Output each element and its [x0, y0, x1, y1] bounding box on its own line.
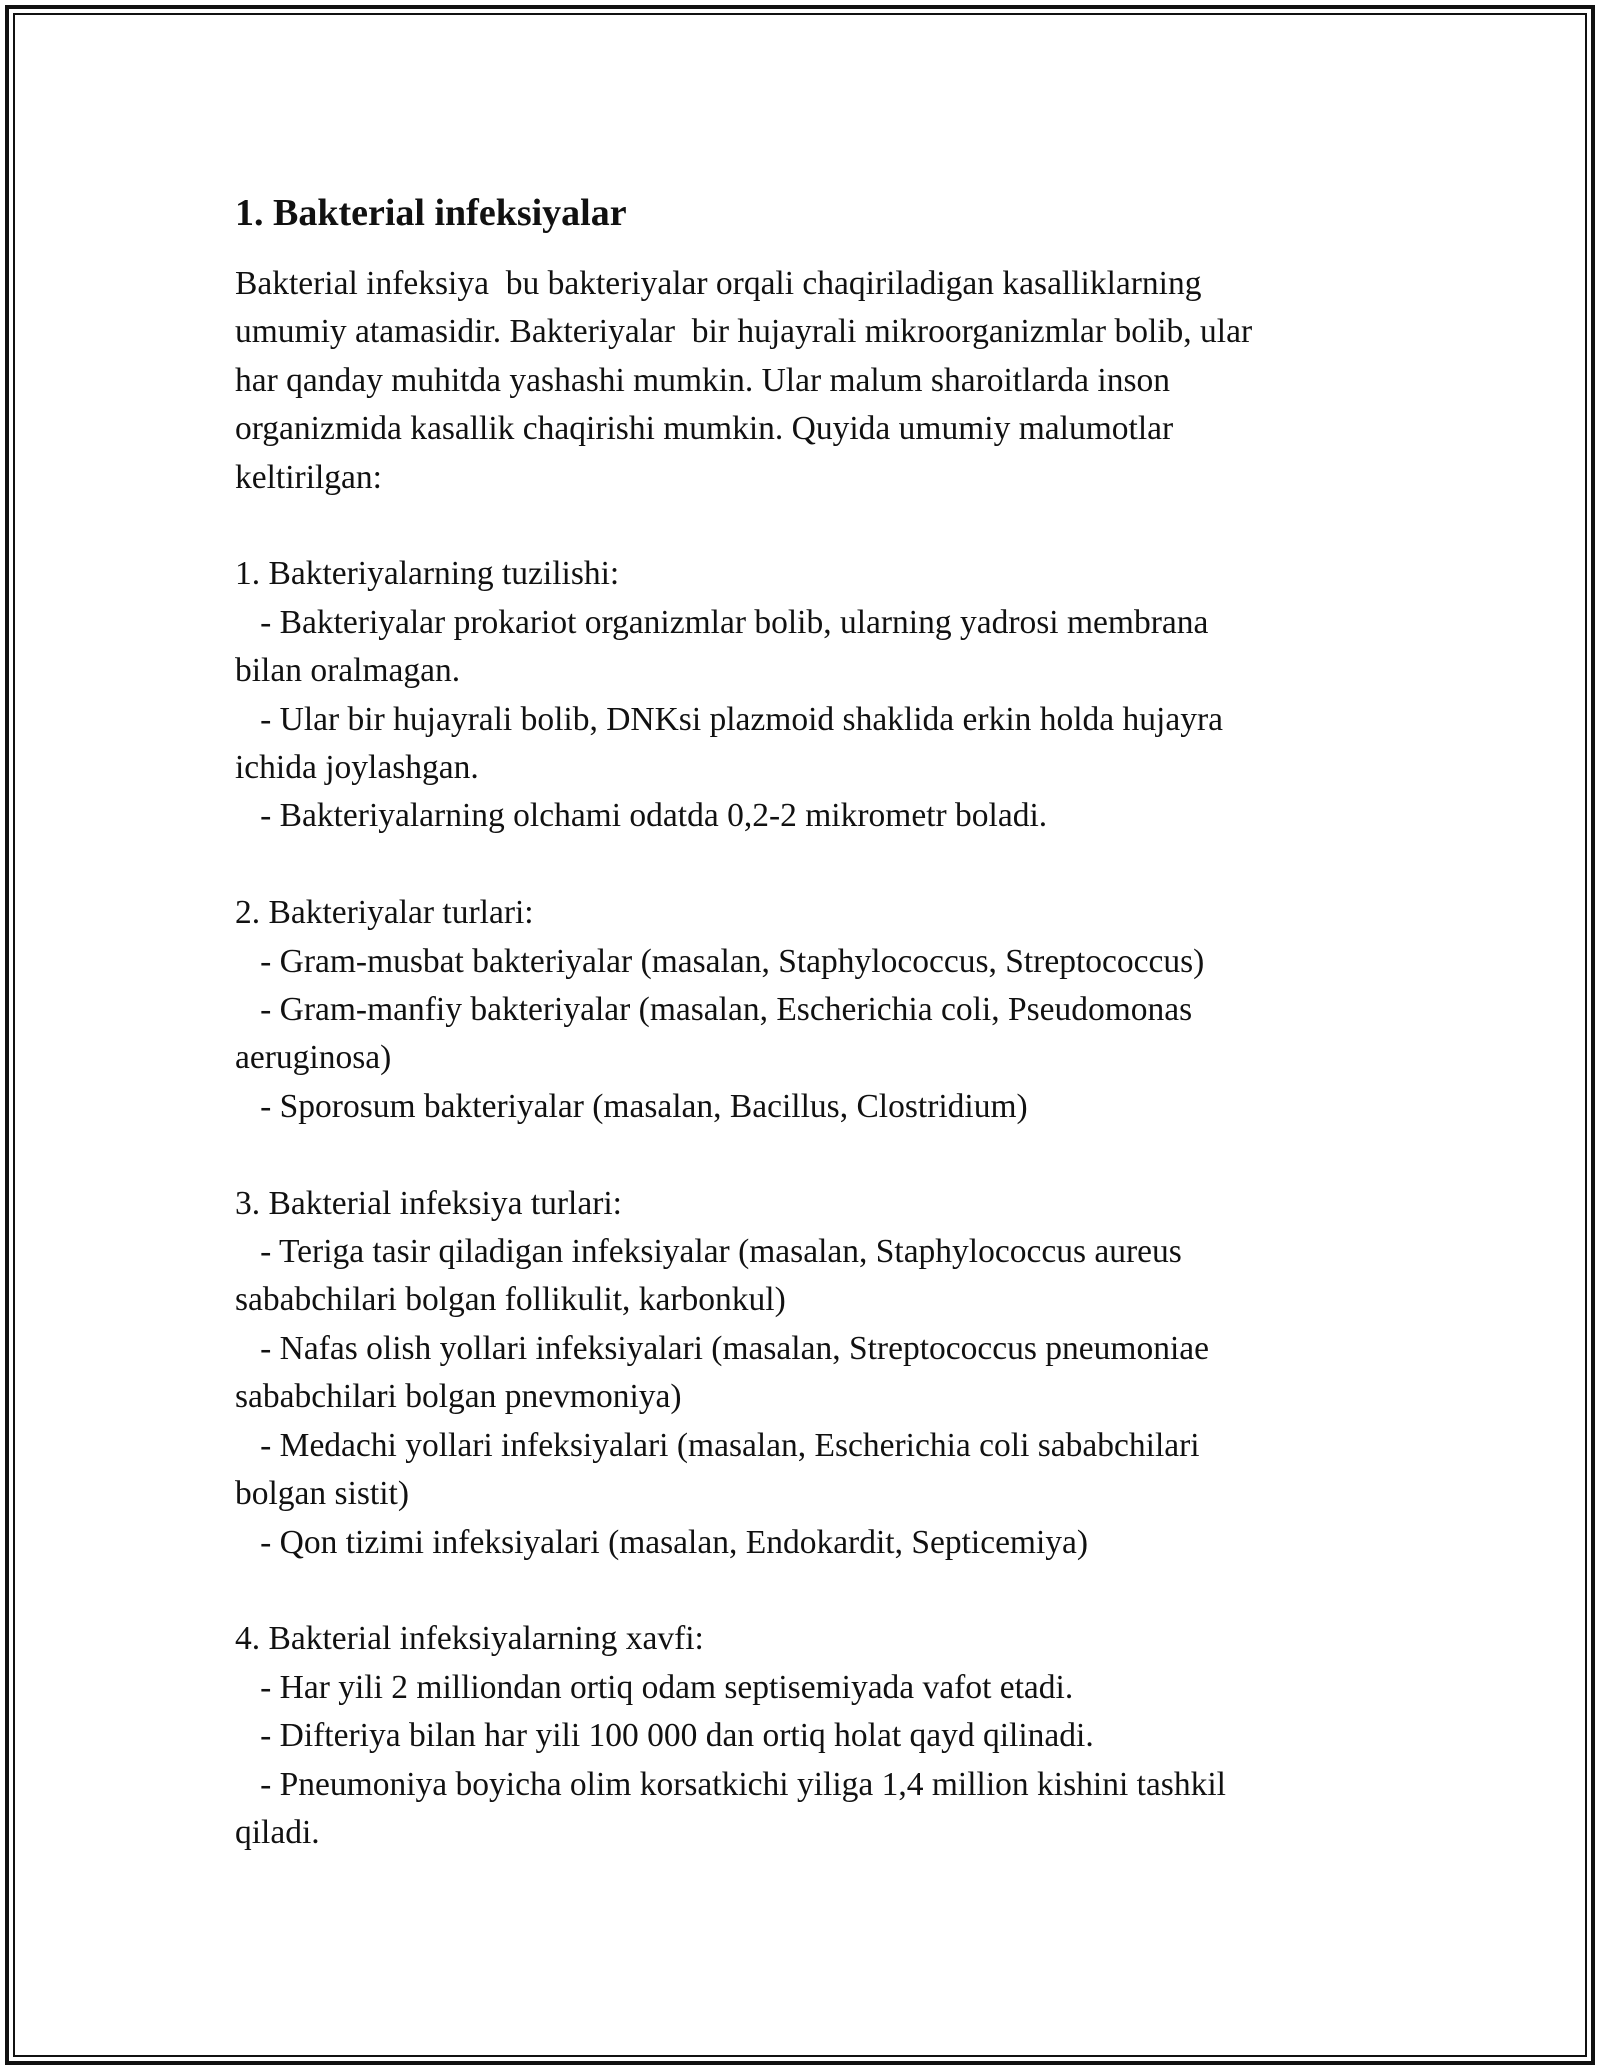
section-line: - Medachi yollari infeksiyalari (masalan, Escherichia coli sababchilari: [235, 1426, 1200, 1464]
section-line: - Difteriya bilan har yili 100 000 dan ortiq holat qayd qilinadi.: [235, 1717, 1094, 1755]
section-line: - Gram-musbat bakteriyalar (masalan, Staphylococcus, Streptococcus): [235, 942, 1205, 980]
intro-line: Bakterial infeksiya bu bakteriyalar orqali chaqiriladigan kasalliklarning: [235, 265, 1202, 302]
intro-paragraph: [235, 260, 1375, 502]
section-line: bolgan sistit): [235, 1475, 410, 1513]
section-line: - Bakteriyalarning olchami odatda 0,2-2 mikrometr boladi.: [235, 797, 1048, 835]
section-line: - Qon tizimi infeksiyalari (masalan, Endokardit, Septicemiya): [235, 1523, 1089, 1561]
section-heading: 1. Bakteriyalarning tuzilishi:: [235, 555, 620, 593]
spacer: [235, 1131, 1375, 1179]
spacer: [235, 1567, 1375, 1615]
section-line: - Har yili 2 milliondan ortiq odam septisemiyada vafot etadi.: [235, 1668, 1074, 1706]
section-infection-types: [235, 1180, 1375, 1567]
section-risks: [235, 1615, 1375, 1857]
section-line: - Gram-manfiy bakteriyalar (masalan, Escherichia coli, Pseudomonas: [235, 991, 1193, 1029]
document-body: [235, 186, 1375, 1857]
section-line: - Teriga tasir qiladigan infeksiyalar (masalan, Staphylococcus aureus: [235, 1233, 1182, 1271]
spacer: [235, 841, 1375, 889]
intro-line: organizmida kasallik chaqirishi mumkin. Quyida umumiy malumotlar: [235, 410, 1174, 448]
spacer: [235, 502, 1375, 550]
section-line: - Ular bir hujayrali bolib, DNKsi plazmoid shaklida erkin holda hujayra: [235, 700, 1224, 738]
intro-line: umumiy atamasidir. Bakteriyalar bir hujayrali mikroorganizmlar bolib, ular: [235, 313, 1253, 351]
section-heading: 4. Bakterial infeksiyalarning xavfi:: [235, 1620, 704, 1658]
section-line: qiladi.: [235, 1813, 320, 1851]
section-line: sababchilari bolgan follikulit, karbonkul): [235, 1281, 786, 1319]
section-line: aeruginosa): [235, 1039, 392, 1077]
section-line: - Pneumoniya boyicha olim korsatkichi yiliga 1,4 million kishini tashkil: [235, 1765, 1226, 1803]
section-line: - Bakteriyalar prokariot organizmlar bolib, ularning yadrosi membrana: [235, 603, 1209, 641]
document-title: 1. Bakterial infeksiyalar: [235, 192, 627, 234]
section-types: [235, 889, 1375, 1131]
section-line: ichida joylashgan.: [235, 749, 479, 787]
section-line: sababchilari bolgan pnevmoniya): [235, 1378, 682, 1416]
section-line: bilan oralmagan.: [235, 652, 461, 690]
intro-line: har qanday muhitda yashashi mumkin. Ular malum sharoitlarda inson: [235, 361, 1171, 399]
section-heading: 3. Bakterial infeksiya turlari:: [235, 1184, 622, 1222]
intro-line: keltirilgan:: [235, 458, 382, 496]
section-line: - Nafas olish yollari infeksiyalari (masalan, Streptococcus pneumoniae: [235, 1329, 1209, 1367]
section-structure: [235, 550, 1375, 840]
section-heading: 2. Bakteriyalar turlari:: [235, 894, 534, 932]
section-line: - Sporosum bakteriyalar (masalan, Bacillus, Clostridium): [235, 1087, 1028, 1125]
